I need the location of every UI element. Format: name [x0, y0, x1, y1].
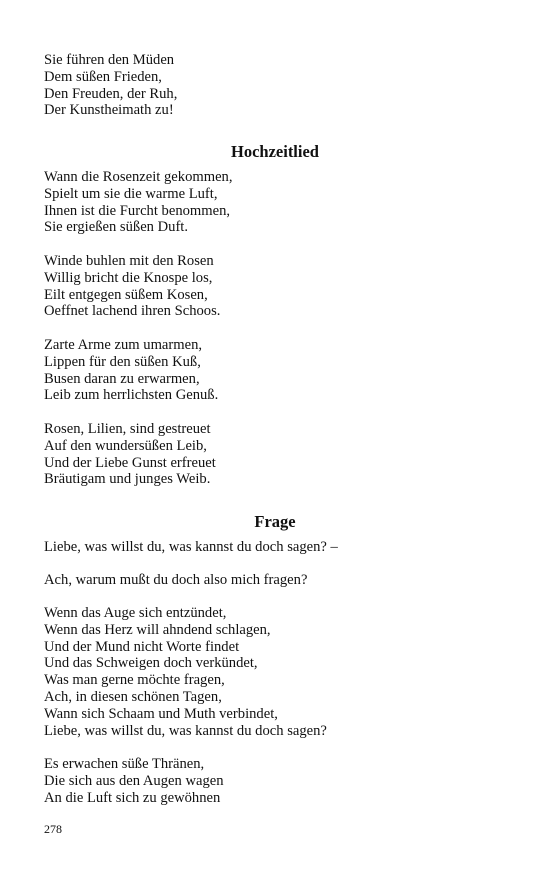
verse-line: Und der Mund nicht Worte findet: [44, 638, 240, 655]
verse-line: Busen daran zu erwarmen,: [44, 370, 200, 387]
verse-line: Spielt um sie die warme Luft,: [44, 185, 218, 202]
poem1-stanza-3: [44, 337, 514, 404]
verse-line: Eilt entgegen süßem Kosen,: [44, 286, 208, 303]
poem-title-frage: Frage: [254, 512, 296, 531]
verse-line: Ach, in diesen schönen Tagen,: [44, 688, 222, 705]
poem2-stanza-3: [44, 605, 514, 739]
poem2-stanza-2: [44, 572, 514, 589]
verse-line: Den Freuden, der Ruh,: [44, 85, 178, 102]
verse-line: Wenn das Herz will ahndend schlagen,: [44, 621, 271, 638]
verse-line: Lippen für den süßen Kuß,: [44, 353, 201, 370]
verse-line: Wann sich Schaam und Muth verbindet,: [44, 705, 278, 722]
verse-line: Willig bricht die Knospe los,: [44, 269, 213, 286]
verse-line: Leib zum herrlichsten Genuß.: [44, 387, 219, 404]
verse-line: Ihnen ist die Furcht benommen,: [44, 202, 231, 219]
verse-line: Was man gerne möchte fragen,: [44, 672, 225, 689]
verse-line: Dem süßen Frieden,: [44, 68, 162, 85]
verse-line: An die Luft sich zu gewöhnen: [44, 789, 221, 806]
verse-line: Der Kunstheimath zu!: [44, 102, 174, 119]
poem1-stanza-4: [44, 421, 514, 488]
poem-title-hochzeitlied: Hochzeitlied: [231, 142, 319, 161]
poem1-stanza-1: [44, 169, 514, 236]
verse-line: Und der Liebe Gunst erfreuet: [44, 454, 216, 471]
verse-line: Es erwachen süße Thränen,: [44, 756, 205, 772]
poem2-stanza-4: [44, 756, 514, 806]
verse-line: Wann die Rosenzeit gekommen,: [44, 169, 233, 185]
verse-line: Wenn das Auge sich entzündet,: [44, 605, 227, 621]
verse-line: Oeffnet lachend ihren Schoos.: [44, 303, 221, 320]
verse-line: Bräutigam und junges Weib.: [44, 471, 211, 488]
poem2-stanza-1: [44, 539, 514, 556]
verse-line: Winde buhlen mit den Rosen: [44, 253, 214, 269]
verse-line: Liebe, was willst du, was kannst du doch sagen? –: [44, 539, 338, 555]
verse-line: Liebe, was willst du, was kannst du doch sagen?: [44, 722, 327, 739]
verse-line: Und das Schweigen doch verkündet,: [44, 655, 258, 672]
opening-stanza: [44, 52, 514, 119]
verse-line: Auf den wundersüßen Leib,: [44, 437, 207, 454]
verse-line: Sie ergießen süßen Duft.: [44, 219, 189, 236]
verse-line: Zarte Arme zum umarmen,: [44, 337, 203, 353]
poem1-stanza-2: [44, 253, 514, 320]
verse-line: Die sich aus den Augen wagen: [44, 772, 224, 789]
verse-line: Sie führen den Müden: [44, 52, 175, 68]
page-number: 278: [44, 822, 62, 836]
verse-line: Ach, warum mußt du doch also mich fragen?: [44, 572, 308, 588]
verse-line: Rosen, Lilien, sind gestreuet: [44, 421, 211, 437]
